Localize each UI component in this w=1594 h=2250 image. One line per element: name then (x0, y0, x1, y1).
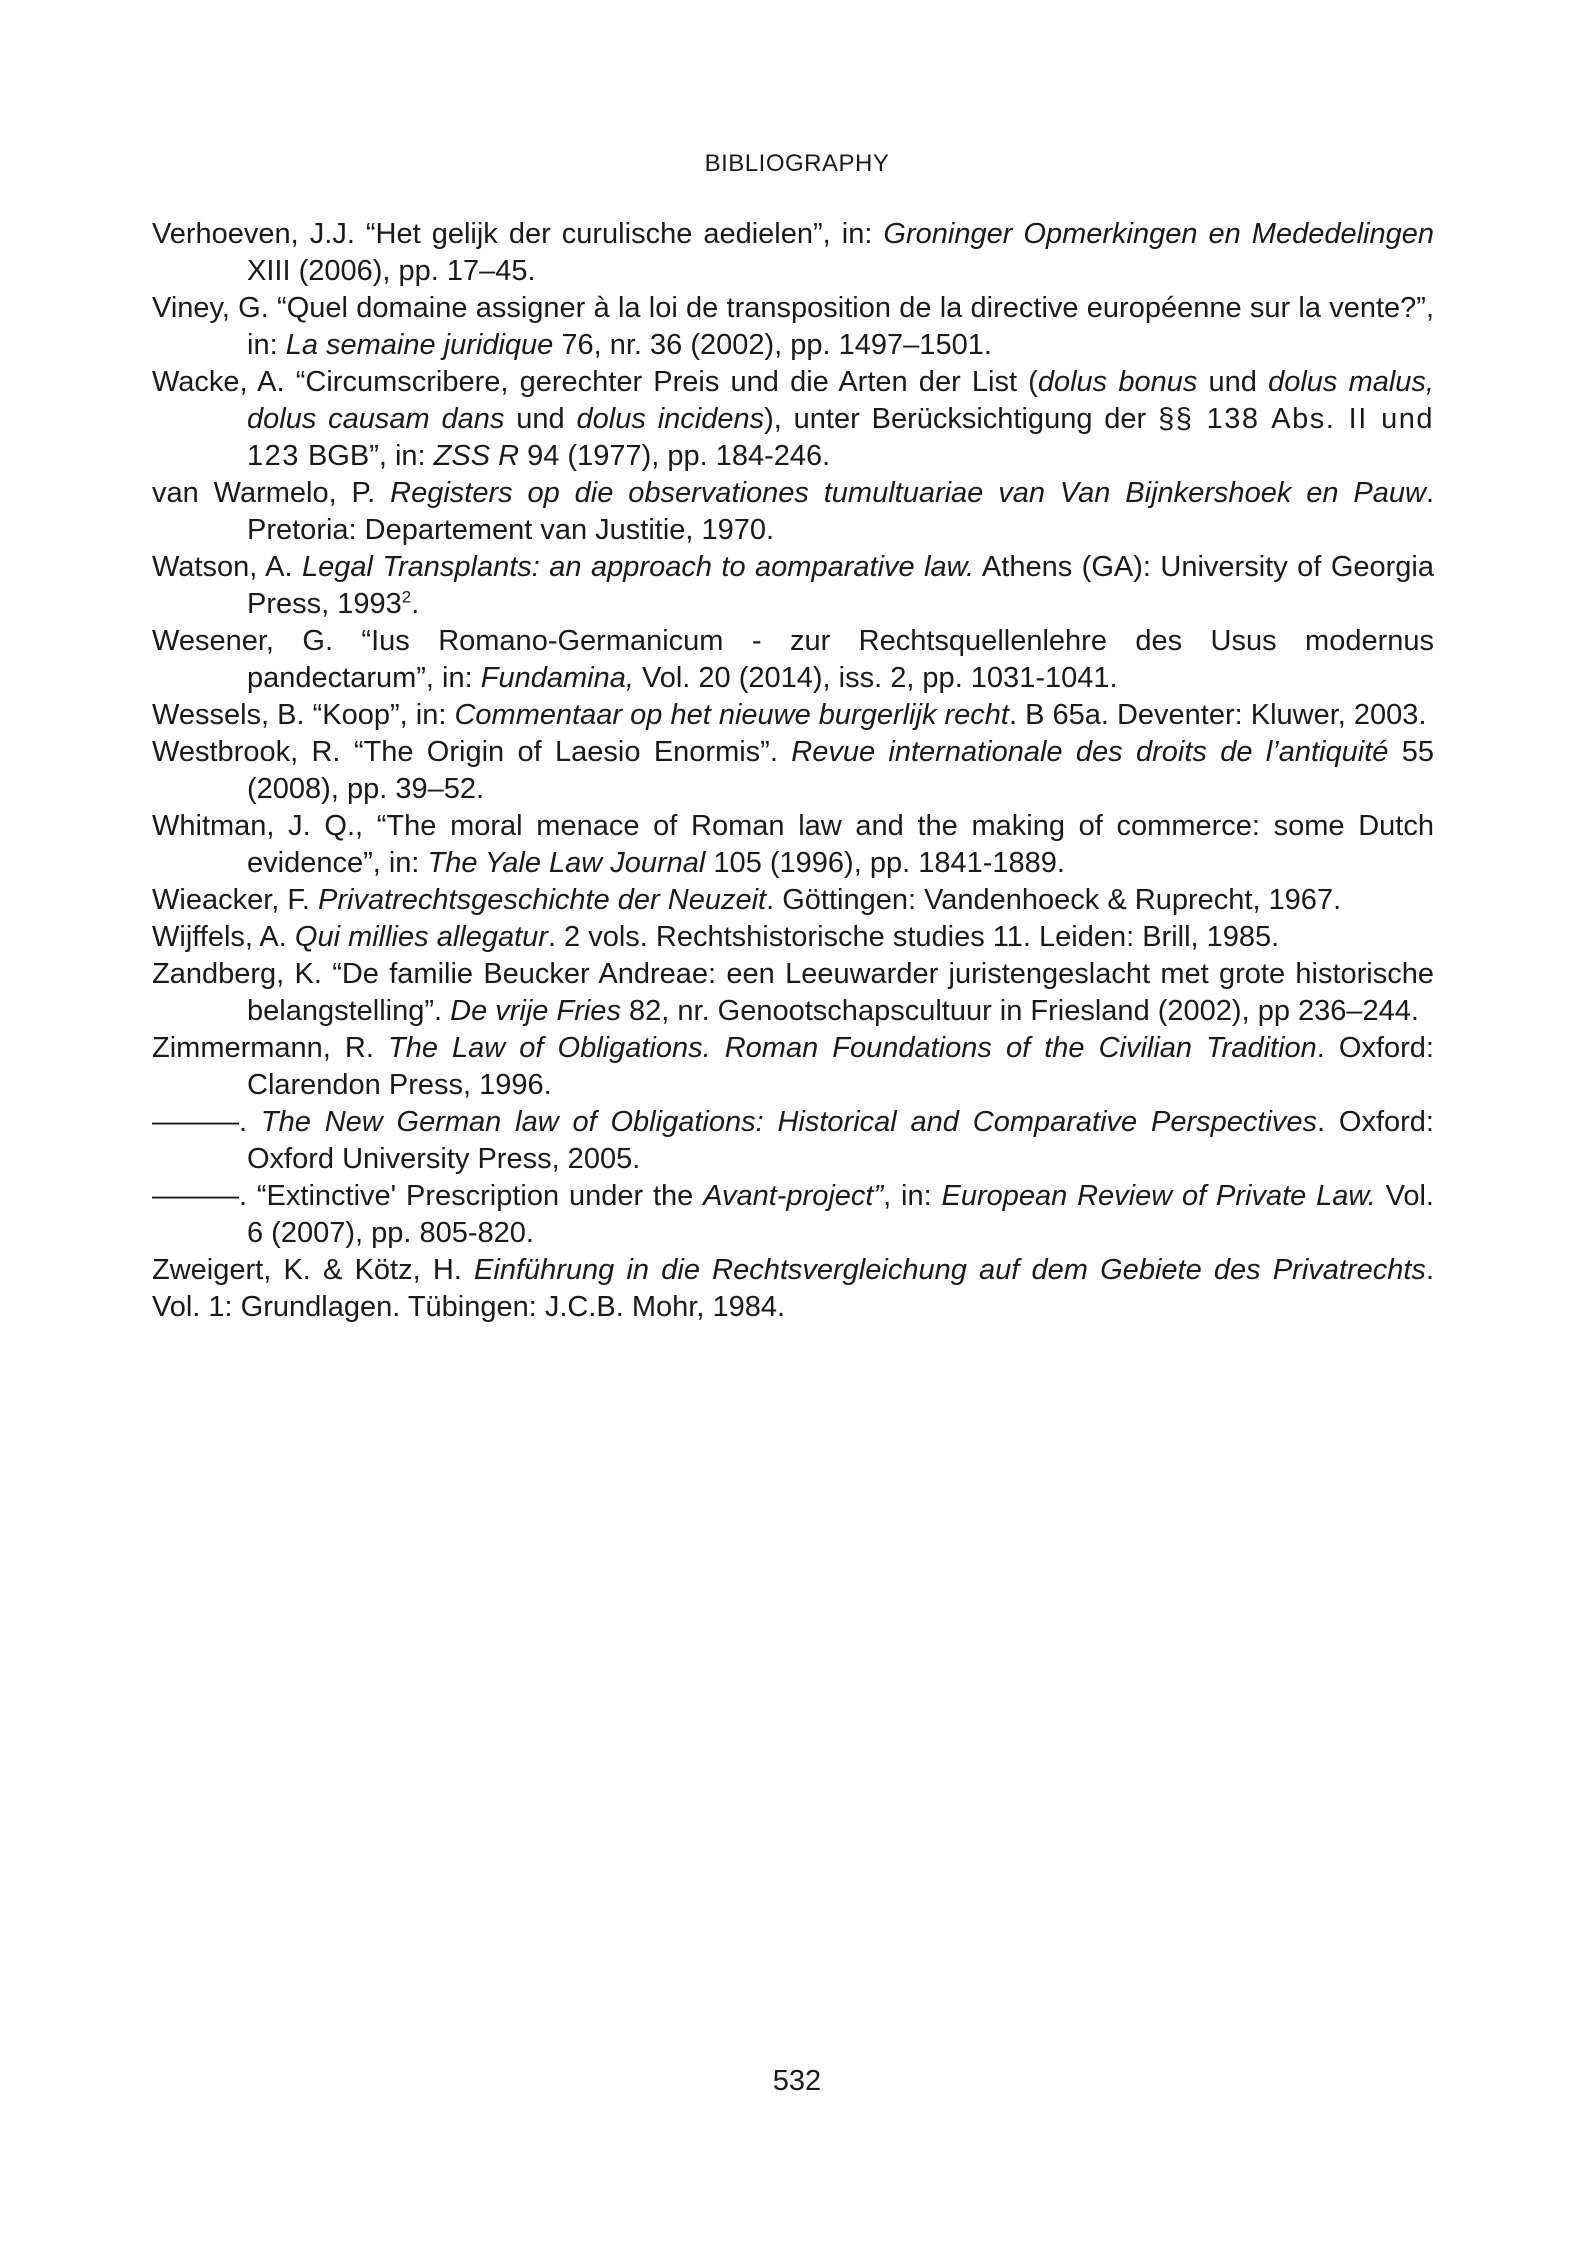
bibliography-entry: Wijffels, A. Qui millies allegatur. 2 vols. Rechtshistorische studies 11. Leiden: Brill, 1985. (152, 921, 1280, 953)
bibliography-entry: ———. “Extinctive' Prescription under the Avant-project”, in: European Review of Private Law. Vol. 6 (2007), pp. 805-820. (152, 1180, 1434, 1249)
bibliography-entry: Viney, G. “Quel domaine assigner à la loi de transposition de la directive européenne sur la vente?”, in: La semaine juridique 76, nr. 36 (2002), pp. 1497–1501. (152, 292, 1434, 361)
bibliography-entry: Watson, A. Legal Transplants: an approach to aomparative law. Athens (GA): University of Georgia Press, 1993$^2$. (152, 551, 1434, 620)
bibliography-entry: van Warmelo, P. Registers op die observationes tumultuariae van Van Bijnkershoek en Pauw. Pretoria: Departement van Justitie, 1970. (152, 477, 1434, 546)
bibliography-entry: Zweigert, K. & Kötz, H. Einführung in die Rechtsvergleichung auf dem Gebiete des Privatrechts. Vol. 1: Grundlagen. Tübingen: J.C.B. Mohr, 1984. (152, 1254, 1434, 1323)
bibliography-entry: Zimmermann, R. The Law of Obligations. Roman Foundations of the Civilian Tradition. Oxford: Clarendon Press, 1996. (152, 1032, 1434, 1101)
bibliography-entry: Wieacker, F. Privatrechtsgeschichte der Neuzeit. Göttingen: Vandenhoeck & Ruprecht, 1967. (152, 884, 1342, 916)
bibliography-entry: Westbrook, R. “The Origin of Laesio Enormis”. Revue internationale des droits de l’antiquité 55 (2008), pp. 39–52. (152, 736, 1434, 805)
bibliography-entry: Whitman, J. Q., “The moral menace of Roman law and the making of commerce: some Dutch evidence”, in: The Yale Law Journal 105 (1996), pp. 1841-1889. (152, 810, 1434, 879)
bibliography-entry: Zandberg, K. “De familie Beucker Andreae: een Leeuwarder juristengeslacht met grote historische belangstelling”. De vrije Fries 82, nr. Genootschapscultuur in Friesland (2002), pp 236–244. (152, 958, 1434, 1027)
bibliography-entry: Wacke, A. “Circumscribere, gerechter Preis und die Arten der List (dolus bonus und dolus malus, dolus causam dans und dolus incidens), unter Berücksichtigung der §§ 138 Abs. II und 123 BGB”, in: ZSS R 94 (1977), pp. 184-246. (152, 366, 1435, 472)
bibliography-list (152, 216, 1434, 1326)
page-number: 532 (772, 2065, 822, 2097)
bibliography-entry: Verhoeven, J.J. “Het gelijk der curulische aedielen”, in: Groninger Opmerkingen en Mededelingen XIII (2006), pp. 17–45. (152, 218, 1435, 287)
bibliography-entry: Wesener, G. “Ius Romano-Germanicum - zur Rechtsquellenlehre des Usus modernus pandectarum”, in: Fundamina, Vol. 20 (2014), iss. 2, pp. 1031-1041. (152, 625, 1434, 694)
running-header: BIBLIOGRAPHY (704, 150, 890, 177)
bibliography-entry: ———. The New German law of Obligations: Historical and Comparative Perspectives. Oxford: Oxford University Press, 2005. (152, 1106, 1434, 1175)
superscript-edition: 2 (401, 587, 412, 607)
bibliography-entry: Wessels, B. “Koop”, in: Commentaar op het nieuwe burgerlijk recht. B 65a. Deventer: Kluwer, 2003. (152, 699, 1427, 731)
